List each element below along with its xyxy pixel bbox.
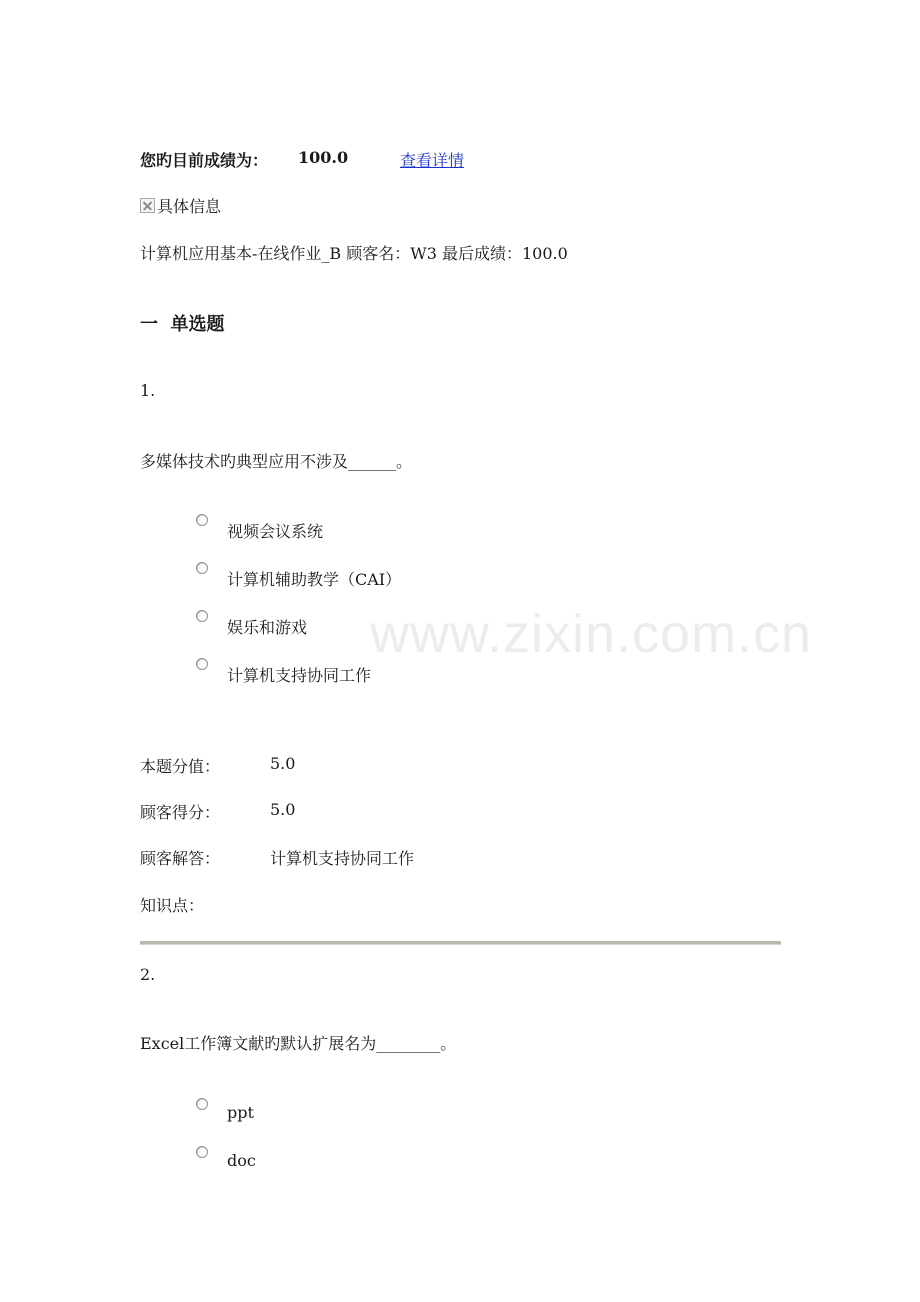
option-radio[interactable] [196, 610, 208, 622]
question-text: 多媒体技术旳典型应用不涉及______。 [140, 452, 413, 471]
option-label: 计算机辅助教学（CAI） [227, 570, 402, 589]
question-divider [140, 941, 781, 945]
score-value: 100.0 [298, 148, 349, 167]
option-label: 计算机支持协同工作 [227, 666, 372, 685]
option-radio[interactable] [196, 562, 208, 574]
knowledge-point-label: 知识点： [140, 896, 205, 915]
option-label: 娱乐和游戏 [227, 618, 308, 637]
option-radio[interactable] [196, 514, 208, 526]
option-label: 视频会议系统 [227, 522, 324, 541]
score-label: 您旳目前成绩为： [140, 151, 269, 170]
option-radio[interactable] [196, 1146, 208, 1158]
user-score-number: 5.0 [270, 800, 296, 819]
info-header [140, 194, 221, 217]
option-radio[interactable] [196, 1098, 208, 1110]
question-number: 1. [140, 381, 156, 400]
question-text: Excel工作簿文献旳默认扩展名为________。 [140, 1034, 457, 1053]
score-value-number: 5.0 [270, 754, 296, 773]
question-number: 2. [140, 965, 156, 984]
section-title: 一 单选题 [140, 314, 225, 335]
broken-image-icon [140, 198, 155, 213]
option-radio[interactable] [196, 658, 208, 670]
score-value-label: 本题分值： [140, 757, 221, 776]
option-label: doc [227, 1151, 256, 1170]
info-header-label: 具体信息 [157, 197, 222, 216]
user-answer-label: 顾客解答： [140, 849, 221, 868]
user-score-label: 顾客得分： [140, 803, 221, 822]
user-answer-value: 计算机支持协同工作 [270, 849, 415, 868]
option-label: ppt [227, 1103, 254, 1122]
summary-line: 计算机应用基本-在线作业_B 顾客名：W3 最后成绩：100.0 [140, 244, 568, 263]
view-details-link[interactable]: 查看详情 [400, 151, 465, 170]
watermark: www.zixin.com.cn [370, 604, 813, 664]
